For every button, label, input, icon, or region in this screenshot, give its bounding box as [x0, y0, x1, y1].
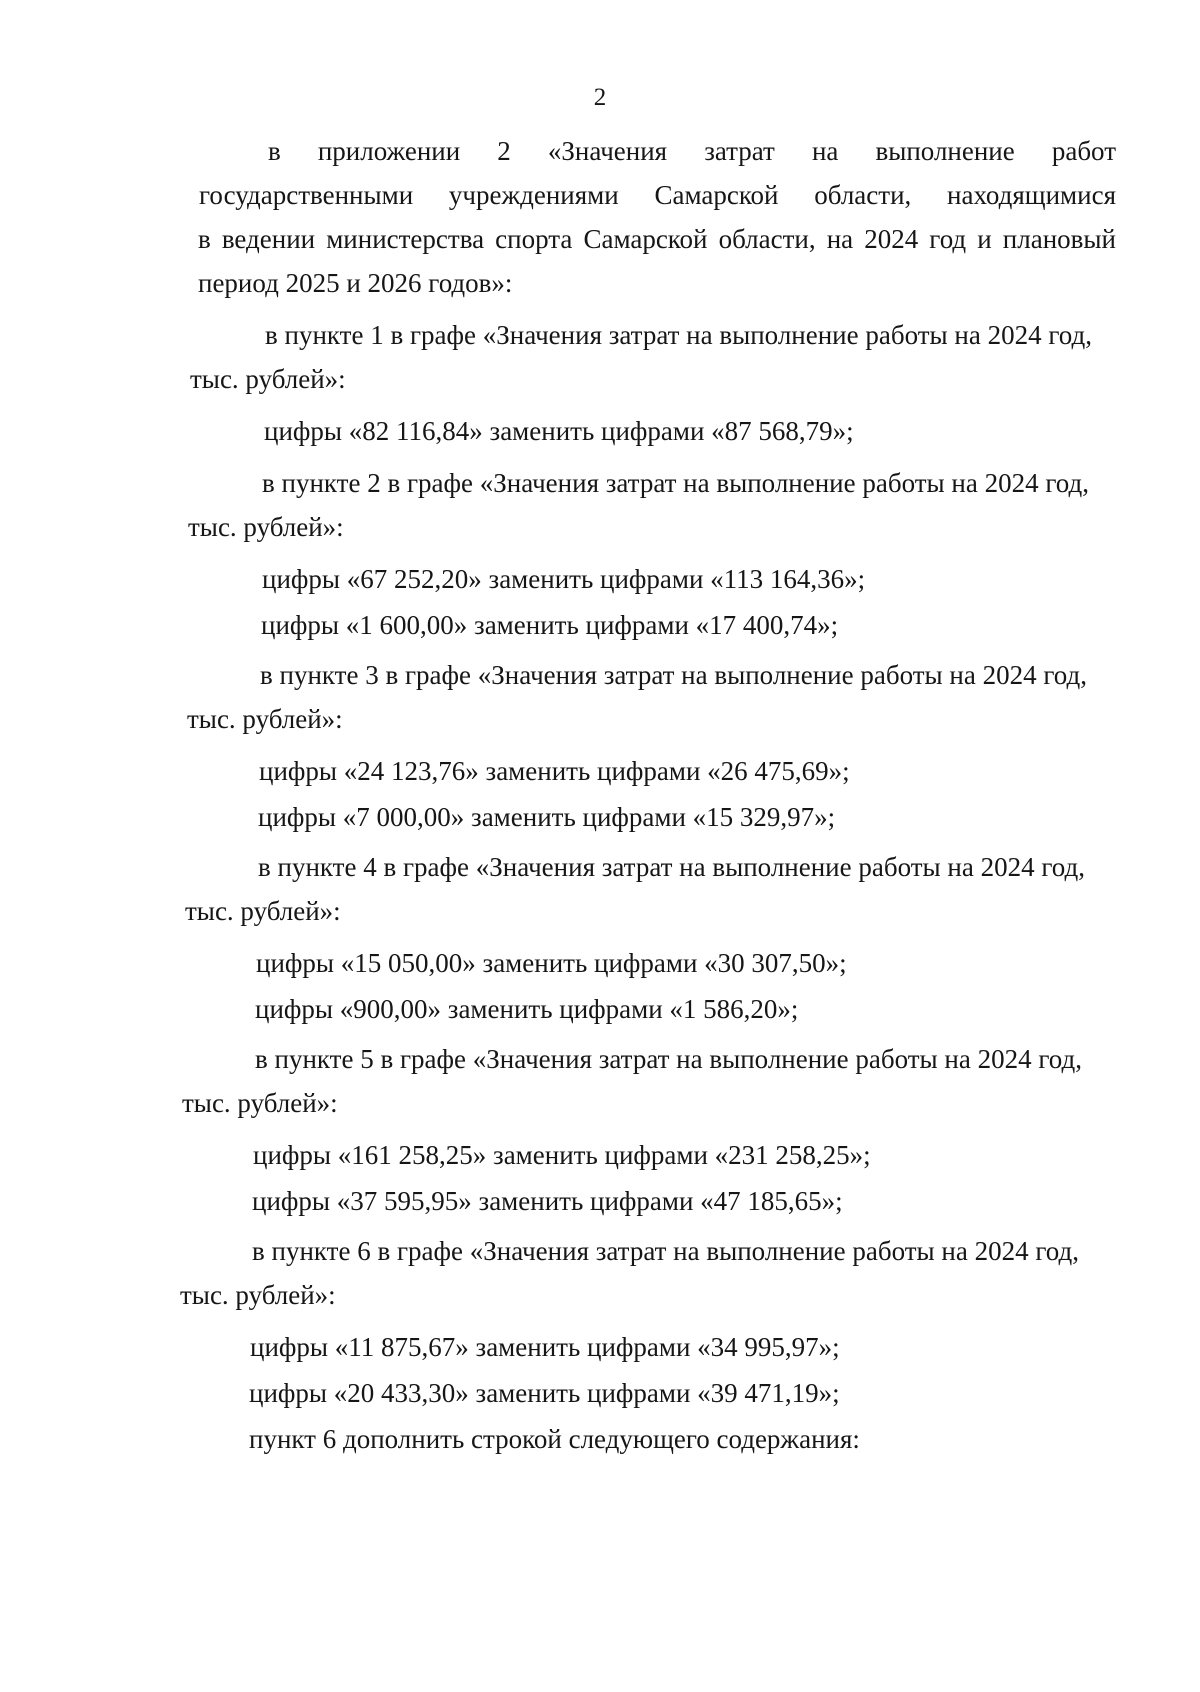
amendment-heading-cont: тыс. рублей»:	[190, 364, 346, 394]
amendment-figures: цифры «161 258,25» заменить цифрами «231 258,25»;	[253, 1140, 871, 1170]
amendment-figures: цифры «1 600,00» заменить цифрами «17 400,74»;	[261, 610, 839, 640]
intro-line-2: государственными учреждениями Самарской области, находящимися	[199, 180, 1116, 210]
intro-line-3: в ведении министерства спорта Самарской области, на 2024 год и плановый	[198, 224, 1116, 254]
amendment-figures: цифры «37 595,95» заменить цифрами «47 185,65»;	[252, 1186, 843, 1216]
amendment-figures: цифры «15 050,00» заменить цифрами «30 307,50»;	[256, 948, 847, 978]
amendment-heading: в пункте 1 в графе «Значения затрат на выполнение работы на 2024 год,	[265, 320, 1092, 350]
amendment-heading-cont: тыс. рублей»:	[187, 704, 343, 734]
page-number: 2	[593, 84, 607, 111]
amendment-figures: цифры «24 123,76» заменить цифрами «26 475,69»;	[259, 756, 850, 786]
amendment-heading: в пункте 5 в графе «Значения затрат на выполнение работы на 2024 год,	[255, 1044, 1082, 1074]
amendment-heading: в пункте 3 в графе «Значения затрат на выполнение работы на 2024 год,	[260, 660, 1087, 690]
amendment-figures: цифры «900,00» заменить цифрами «1 586,20»;	[255, 994, 799, 1024]
amendment-figures: цифры «82 116,84» заменить цифрами «87 568,79»;	[264, 416, 854, 446]
amendment-heading-cont: тыс. рублей»:	[188, 512, 344, 542]
intro-line-4: период 2025 и 2026 годов»:	[198, 268, 513, 298]
amendment-figures: цифры «20 433,30» заменить цифрами «39 471,19»;	[249, 1378, 840, 1408]
amendment-figures: цифры «7 000,00» заменить цифрами «15 329,97»;	[258, 802, 836, 832]
amendment-heading: в пункте 4 в графе «Значения затрат на выполнение работы на 2024 год,	[258, 852, 1085, 882]
amendment-heading-cont: тыс. рублей»:	[182, 1088, 338, 1118]
amendment-figures: цифры «11 875,67» заменить цифрами «34 995,97»;	[250, 1332, 840, 1362]
amendment-heading-cont: тыс. рублей»:	[180, 1280, 336, 1310]
amendment-heading: в пункте 2 в графе «Значения затрат на выполнение работы на 2024 год,	[262, 468, 1089, 498]
amendment-figures: цифры «67 252,20» заменить цифрами «113 164,36»;	[262, 564, 866, 594]
amendment-heading-cont: тыс. рублей»:	[185, 896, 341, 926]
amendment-closing-line: пункт 6 дополнить строкой следующего содержания:	[249, 1424, 860, 1454]
intro-line-1: в приложении 2 «Значения затрат на выполнение работ	[268, 136, 1116, 166]
amendment-heading: в пункте 6 в графе «Значения затрат на выполнение работы на 2024 год,	[252, 1236, 1079, 1266]
